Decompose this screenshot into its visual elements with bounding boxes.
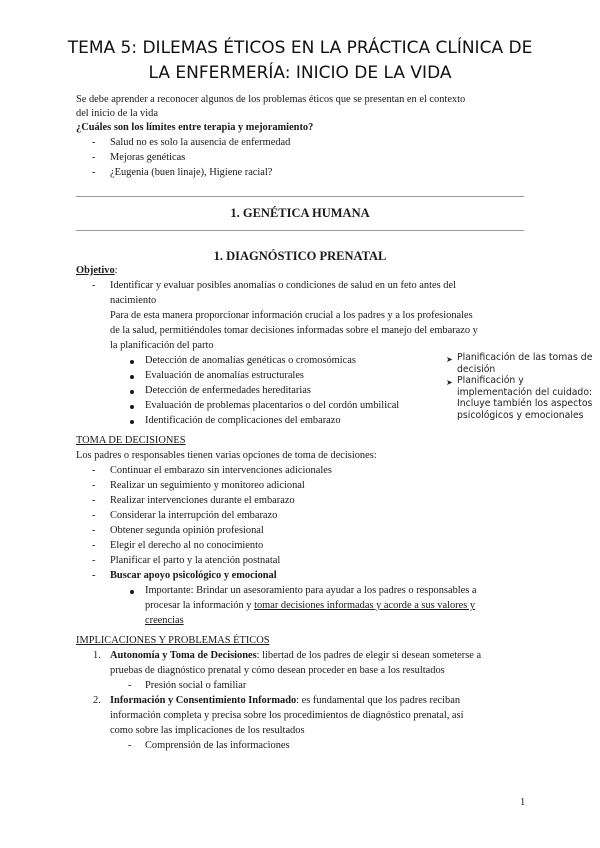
implicacion-line [110, 649, 481, 664]
implicacion-line [110, 694, 460, 709]
implicacion-line: pruebas de diagnóstico prenatal y cómo desean proceder en base a los resultados [110, 665, 445, 676]
section-heading-genetica: 1. GENÉTICA HUMANA [230, 206, 370, 220]
intro-item: Salud no es solo la ausencia de enfermedad [110, 137, 291, 148]
intro-line-2: del inicio de la vida [76, 108, 158, 119]
intro-line-1: Se debe aprender a reconocer algunos de los problemas éticos que se presentan en el contexto [76, 94, 466, 105]
toma-item: Continuar el embarazo sin intervenciones adicionales [110, 465, 332, 476]
implicaciones-heading: IMPLICACIONES Y PROBLEMAS ÉTICOS [76, 635, 270, 646]
dash-bullet: - [92, 280, 96, 291]
dash-bullet: - [128, 680, 132, 691]
side-note-box [443, 352, 600, 432]
objetivo-colon: : [114, 265, 118, 276]
objetivo-bullet: Evaluación de anomalías estructurales [145, 370, 304, 381]
toma-note-text: procesar la información y [145, 600, 255, 611]
objetivo-label: Objetivo [76, 265, 115, 276]
objetivo-line: Para de esta manera proporcionar información crucial a los padres y a los profesionales [110, 310, 473, 321]
implicacion-line: información completa y precisa sobre los procedimientos de diagnóstico prenatal, así [110, 710, 464, 721]
bullet-dot [130, 360, 134, 364]
section-heading-diagnostico: 1. DIAGNÓSTICO PRENATAL [213, 249, 387, 263]
toma-note-line-1: Importante: Brindar un asesoramiento para ayudar a los padres o responsables a [145, 585, 477, 596]
toma-item: Planificar el parto y la atención postnatal [110, 555, 281, 566]
dash-bullet: - [92, 510, 96, 521]
toma-item: Obtener segunda opinión profesional [110, 525, 264, 536]
toma-item-bold: Buscar apoyo psicológico y emocional [110, 570, 277, 581]
dash-bullet: - [128, 740, 132, 751]
objetivo-label-row [76, 264, 118, 279]
arrow-bullet-icon: ➤ [446, 355, 453, 364]
implicacion-sub: Comprensión de las informaciones [145, 740, 290, 751]
title-line-2: LA ENFERMERÍA: INICIO DE LA VIDA [148, 63, 452, 83]
objetivo-line: la planificación del parto [110, 340, 214, 351]
implicacion-title: Información y Consentimiento Informado [110, 695, 297, 706]
implicacion-line: como sobre las implicaciones de los resultados [110, 725, 305, 736]
toma-note-line-3: creencias [145, 615, 184, 626]
bullet-dot [130, 590, 134, 594]
toma-item: Elegir el derecho al no conocimiento [110, 540, 264, 551]
toma-item: Realizar un seguimiento y monitoreo adicional [110, 480, 305, 491]
side-note-line: Planificación y [457, 375, 524, 387]
toma-heading: TOMA DE DECISIONES [76, 435, 186, 446]
objetivo-line: Identificar y evaluar posibles anomalías o condiciones de salud en un feto antes del [110, 280, 456, 291]
side-note-line: Incluye también los aspectos [457, 398, 593, 410]
side-note-line: psicológicos y emocionales [457, 410, 584, 421]
bullet-dot [130, 390, 134, 394]
implicacion-text: : es fundamental que los padres reciban [296, 695, 461, 706]
page-title [40, 36, 560, 86]
toma-note-line-2 [145, 599, 475, 614]
dash-bullet: - [92, 495, 96, 506]
bullet-dot [130, 420, 134, 424]
implicacion-sub: Presión social o familiar [145, 680, 247, 691]
toma-intro: Los padres o responsables tienen varias opciones de toma de decisiones: [76, 450, 377, 461]
dash-bullet: - [92, 480, 96, 491]
objetivo-bullet: Evaluación de problemas placentarios o del cordón umbilical [145, 400, 400, 411]
side-note-line: decisión [457, 363, 496, 375]
dash-bullet: - [92, 540, 96, 551]
objetivo-bullet: Detección de enfermedades hereditarias [145, 385, 311, 396]
objetivo-bullet: Detección de anomalías genéticas o cromosómicas [145, 355, 356, 366]
list-number: 1. [93, 650, 101, 661]
implicacion-title: Autonomía y Toma de Decisiones [110, 650, 257, 661]
dash-bullet: - [92, 465, 96, 476]
toma-item: Realizar intervenciones durante el embarazo [110, 495, 295, 506]
toma-item: Considerar la interrupción del embarazo [110, 510, 278, 521]
arrow-bullet-icon: ➤ [446, 378, 453, 387]
intro-question: ¿Cuáles son los límites entre terapia y mejoramiento? [76, 122, 314, 133]
dash-bullet: - [92, 137, 96, 148]
horizontal-rule [76, 196, 524, 197]
toma-note-underlined: tomar decisiones informadas y acorde a sus valores y [254, 600, 476, 611]
side-note-line: implementación del cuidado: [457, 386, 593, 398]
intro-item: Mejoras genéticas [110, 152, 186, 163]
objetivo-line: de la salud, permitiéndoles tomar decisiones informadas sobre el manejo del embarazo y [110, 325, 478, 336]
side-note-line: Planificación de las tomas de [457, 352, 593, 363]
bullet-dot [130, 405, 134, 409]
page-number: 1 [520, 797, 526, 808]
dash-bullet: - [92, 555, 96, 566]
title-line-1: TEMA 5: DILEMAS ÉTICOS EN LA PRÁCTICA CLÍNICA DE [67, 38, 533, 58]
dash-bullet: - [92, 570, 96, 581]
objetivo-bullet: Identificación de complicaciones del embarazo [145, 415, 341, 426]
list-number: 2. [93, 695, 101, 706]
horizontal-rule [76, 230, 524, 231]
dash-bullet: - [92, 152, 96, 163]
intro-item: ¿Eugenia (buen linaje), Higiene racial? [110, 167, 273, 178]
dash-bullet: - [92, 525, 96, 536]
implicacion-text: : libertad de los padres de elegir si desean someterse a [256, 650, 482, 661]
dash-bullet: - [92, 167, 96, 178]
objetivo-line: nacimiento [110, 295, 157, 306]
bullet-dot [130, 375, 134, 379]
